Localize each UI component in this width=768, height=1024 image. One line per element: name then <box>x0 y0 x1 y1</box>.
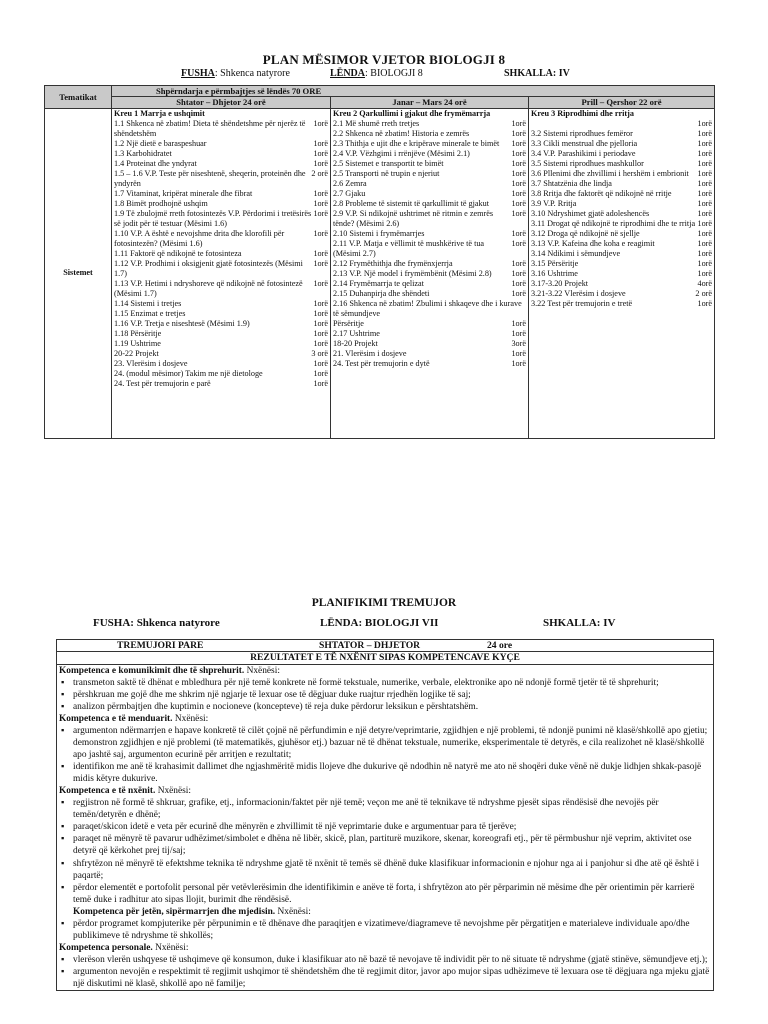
plan-entry-hours: 1orë <box>697 188 713 198</box>
plan-entry <box>531 199 712 209</box>
lenda-label: LËNDA <box>330 68 366 79</box>
plan-entry <box>114 359 328 369</box>
plan-entry-text: 1.14 Sistemi i tretjes <box>114 298 182 308</box>
competence-heading <box>59 785 711 797</box>
plan-entry <box>333 259 526 269</box>
plan-entry <box>531 169 712 179</box>
plan-entry-hours: 1orë <box>511 318 526 328</box>
plan-entry-hours: 1orë <box>697 158 713 168</box>
competence-item-text: paraqet/skicon idetë e veta për ecurinë dhe mënyrën e zhvillimit të një veprimtarie duke e argumentuar para të tjerëve; <box>73 822 517 833</box>
tremujori-hours: 24 ore <box>487 640 513 651</box>
plan-entry-text: Kreu 2 Qarkullimi i gjakut dhe frymëmarrja <box>333 108 491 118</box>
plan-entry-text: 2.5 Transporti në trupin e njeriut <box>333 168 440 178</box>
plan-entry-hours: 1orë <box>697 248 713 258</box>
plan-entry-text: 2.12 Frymëthithja dhe frymënxjerrja <box>333 258 453 268</box>
plan-entry-hours: 1orë <box>511 168 526 178</box>
plan-entry-text: 2.1 Më shumë rreth tretjes <box>333 118 420 128</box>
competence-heading <box>59 665 711 677</box>
plan-entry-text: Kreu 3 Riprodhimi dhe rritja <box>531 108 634 118</box>
plan-entry <box>114 119 328 139</box>
plan-entry <box>114 339 328 349</box>
competences-list <box>57 665 713 990</box>
plan-entry-hours: 1orë <box>697 128 713 138</box>
plan-entry-text: 23. Vlerësim i dosjeve <box>114 358 188 368</box>
plan-entry <box>531 289 712 299</box>
plan-entry-hours: 1orë <box>511 118 526 128</box>
period-header-3: Prill – Qershor 22 orë <box>529 97 715 108</box>
plan-entry-hours: 1orë <box>511 188 526 198</box>
plan-entry-hours: 1orë <box>313 378 328 388</box>
plan-entry <box>531 229 712 239</box>
lenda-field-2: LËNDA: BIOLOGJI VII <box>320 617 439 629</box>
plan-entry-hours: 1orë <box>313 148 328 158</box>
plan-entry-hours: 1orë <box>697 148 713 158</box>
plan-entry-hours: 1orë <box>511 228 526 238</box>
bullet-icon: ▪ <box>61 726 65 737</box>
plan-entry-hours: 1orë <box>511 358 526 368</box>
plan-entry-text: 3.2 Sistemi riprodhues femëror <box>531 128 633 138</box>
plan-entry <box>531 279 712 289</box>
plan-entry <box>531 149 712 159</box>
competence-subject: Nxënësi: <box>155 786 192 797</box>
plan-entry-text: 1.12 V.P. Prodhimi i oksigjenit gjatë fotosintezës (Mësimi 1.7) <box>114 258 303 278</box>
tematikat-header: Tematikat <box>45 86 112 109</box>
plan-entry-text: 3.10 Ndryshimet gjatë adoleshencës <box>531 208 650 218</box>
competence-item-text: vlerëson vlerën ushqyese të ushqimeve që konsumon, duke i klasifikuar ato në bazë të nevojave të individit për to në situate të ndryshme (gjatë stinëve, sëmundjeve etj.); <box>73 954 708 965</box>
plan-entry <box>333 329 526 339</box>
plan-entry-hours: 1orë <box>511 258 526 268</box>
plan-entry-hours: 1orë <box>511 348 526 358</box>
plan-entry-text: 3.12 Droga që ndikojnë në sjellje <box>531 228 640 238</box>
lenda-field <box>330 68 423 79</box>
plan-entry <box>531 119 712 129</box>
plan-entry-hours: 1orë <box>511 148 526 158</box>
plan-entry-hours: 1orë <box>313 138 328 148</box>
plan-entry-text: 2.16 Shkenca në zbatim! Zbulimi i shkaqeve dhe i kurave të sëmundjeve <box>333 298 522 318</box>
plan-entry <box>531 299 712 309</box>
plan-entry-text: 2.3 Thithja e ujit dhe e kripërave minerale te bimët <box>333 138 500 148</box>
competence-item <box>59 918 711 942</box>
plan-entry-hours: 1orë <box>697 298 713 308</box>
plan-entry-text: 1.10 V.P. A është e nevojshme drita dhe klorofili për fotosintezën? (Mësimi 1.6) <box>114 228 285 248</box>
plan-entry-hours: 1orë <box>511 128 526 138</box>
fusha-label: FUSHA <box>181 68 215 79</box>
plan-entry <box>333 339 526 349</box>
bullet-icon: ▪ <box>61 834 65 845</box>
plan-entry <box>531 249 712 259</box>
plan-entry <box>333 109 526 119</box>
plan-entry-text: 1.19 Ushtrime <box>114 338 161 348</box>
plan-entry <box>333 229 526 239</box>
plan-entry-hours: 1orë <box>313 188 328 198</box>
plan-entry-text: 1.8 Bimët prodhojnë ushqim <box>114 198 208 208</box>
competence-item-text: regjistron në formë të shkruar, grafike, etj., informacionin/faktet për një temë; veçon me anë të teknikave të ndryshme pjesët sipas rëndësisë dhe nevojës për temën/detyrën e dhënë; <box>73 798 659 821</box>
distribution-header: Shpërndarja e përmbajtjes së lëndës 70 ORE <box>112 86 715 97</box>
plan-entry <box>333 209 526 229</box>
plan-entry-hours: 1orë <box>697 258 713 268</box>
competence-item <box>59 701 711 713</box>
plan-entry-text: 20-22 Projekt <box>114 348 159 358</box>
plan-entry-hours: 1orë <box>697 238 713 248</box>
plan-entry-text: 1.3 Karbohidratet <box>114 148 172 158</box>
plan-entry-text: 2.11 V.P. Matja e vëllimit të mushkërive të tua (Mësimi 2.7) <box>333 238 485 258</box>
plan-entry-text: 3.13 V.P. Kafeina dhe koha e reagimit <box>531 238 655 248</box>
plan-entry-text: 2.4 V.P. Vëzhgimi i rrënjëve (Mësimi 2.1) <box>333 148 470 158</box>
plan-entry <box>333 189 526 199</box>
bullet-icon: ▪ <box>61 690 65 701</box>
competence-item <box>59 821 711 833</box>
plan-entry <box>114 199 328 209</box>
plan-entry-text: 1.4 Proteinat dhe yndyrat <box>114 158 197 168</box>
shkalla-field: SHKALLA: IV <box>504 68 570 79</box>
plan-entry-hours: 1orë <box>313 298 328 308</box>
plan-entry-text: 2.2 Shkenca në zbatim! Historia e zemrës <box>333 128 470 138</box>
plan-entry-hours: 1orë <box>697 168 713 178</box>
plan-entry <box>114 369 328 379</box>
plan-entry <box>114 169 328 189</box>
lenda-value: : BIOLOGJI 8 <box>365 68 423 79</box>
plan-entry-text: 2.8 Probleme të sistemit të qarkullimit të gjakut <box>333 198 489 208</box>
bullet-icon: ▪ <box>61 918 65 929</box>
plan-entry-hours: 1orë <box>313 308 328 318</box>
plan-entry-hours: 1orë <box>511 138 526 148</box>
plan-entry-hours: 1orë <box>511 288 526 298</box>
plan-entry <box>114 189 328 199</box>
plan-entry-text: 3.6 Pllenimi dhe zhvillimi i hershëm i embrionit <box>531 168 689 178</box>
bullet-icon: ▪ <box>61 702 65 713</box>
plan-entry-text: 1.5 – 1.6 V.P. Teste për niseshtenë, sheqerin, proteinën dhe yndyrën <box>114 168 306 188</box>
competence-subject: Nxënësi: <box>172 714 209 725</box>
plan-entry-hours: 1orë <box>313 118 328 128</box>
plan-entry-hours: 1orë <box>511 328 526 338</box>
plan-entry <box>531 109 712 119</box>
plan-entry-text: 24. Test për tremujorin e dytë <box>333 358 430 368</box>
plan-entry-hours: 1orë <box>511 178 526 188</box>
plan-entry <box>333 299 526 319</box>
bullet-icon: ▪ <box>61 966 65 977</box>
plan-entry-text: 3.4 V.P. Parashikimi i periodave <box>531 148 636 158</box>
plan-entry-text: 1.1 Shkenca në zbatim! Dieta të shëndetshme për njerëz të shëndetshëm <box>114 118 306 138</box>
bullet-icon: ▪ <box>61 762 65 773</box>
plan-entry <box>114 109 328 119</box>
competence-item <box>59 725 711 761</box>
plan-entry <box>114 139 328 149</box>
plan-entry <box>333 129 526 139</box>
plan-entry-text: 1.2 Një dietë e baraspeshuar <box>114 138 207 148</box>
competence-title: Kompetenca personale. <box>59 942 153 953</box>
plan-entry-text: 2.13 V.P. Një model i frymëmbënit (Mësimi 2.8) <box>333 268 492 278</box>
plan-entry-text: 1.13 V.P. Hetimi i ndryshoreve që ndikojnë në fotosintezë (Mësimi 1.7) <box>114 278 303 298</box>
competence-item-text: transmeton saktë të dhënat e mbledhura për një temë konkrete në formë tekstuale, numerike, verbale, elektronike apo në ndonjë formë tjetër të të shprehurit; <box>73 678 659 689</box>
fusha-value: : Shkenca natyrore <box>214 68 290 79</box>
plan-entry-text: 2.17 Ushtrime <box>333 328 380 338</box>
plan-entry-hours: 1orë <box>697 268 713 278</box>
plan-entry-hours: 1orë <box>697 218 713 228</box>
competence-title: Kompetenca e të menduarit. <box>59 714 173 725</box>
plan-entry-text: 3.17-3.20 Projekt <box>531 278 589 288</box>
plan-entry-hours: 3orë <box>511 338 526 348</box>
plan-entry <box>531 259 712 269</box>
annual-plan-title: PLAN MËSIMOR VJETOR BIOLOGJI 8 <box>262 52 506 67</box>
competence-item <box>59 833 711 857</box>
plan-entry <box>333 139 526 149</box>
row-label-sistemet: Sistemet <box>45 108 112 438</box>
competence-subject: Nxënësi: <box>275 906 311 917</box>
competence-title: Kompetenca e komunikimit dhe të shprehurit. <box>59 666 245 676</box>
competence-item <box>59 761 711 785</box>
plan-entry-text: 3.3 Cikli menstrual dhe pjelloria <box>531 138 638 148</box>
plan-entry <box>333 319 526 329</box>
competence-heading <box>59 713 711 725</box>
plan-entry-text: 2.6 Zemra <box>333 178 367 188</box>
plan-entry-text: 3.7 Shtatzënia dhe lindja <box>531 178 612 188</box>
plan-entry <box>114 209 328 229</box>
competence-item <box>59 797 711 821</box>
bullet-icon: ▪ <box>61 822 65 833</box>
quarterly-plan-box <box>56 639 714 991</box>
plan-entry <box>333 269 526 279</box>
competence-item-text: përshkruan me gojë dhe me shkrim një ngjarje të lexuar ose të dëgjuar duke ruajtur rrjedhën logjike të saj; <box>73 690 471 701</box>
competence-subject: Nxënësi: <box>152 942 189 953</box>
plan-entry-text: 21. Vlerësim i dosjeve <box>333 348 407 358</box>
plan-entry-hours: 1orë <box>511 208 526 218</box>
competence-title: Kompetenca e të nxënit. <box>59 786 156 797</box>
plan-entry-hours: 1orë <box>697 178 713 188</box>
plan-entry <box>114 149 328 159</box>
plan-entry-text: 2.9 V.P. Si ndikojnë ushtrimet në ritmin e zemrës tënde? (Mësimi 2.6) <box>333 208 494 228</box>
plan-entry-text: 18-20 Projekt <box>333 338 378 348</box>
plan-entry-hours: 1orë <box>697 208 713 218</box>
plan-entry-hours: 1orë <box>313 228 328 238</box>
competence-item <box>59 689 711 701</box>
plan-entry-text: 2.15 Duhanpirja dhe shëndeti <box>333 288 430 298</box>
plan-entry <box>333 349 526 359</box>
plan-entry-text: Kreu 1 Marrja e ushqimit <box>114 108 205 118</box>
plan-entry-text: 2.7 Gjaku <box>333 188 366 198</box>
fusha-field-2: FUSHA: Shkenca natyrore <box>93 617 220 629</box>
period-header-2: Janar – Mars 24 orë <box>331 97 529 108</box>
plan-entry-hours: 1orë <box>511 268 526 278</box>
plan-entry-text: 1.9 Të zbulojmë rreth fotosintezës V.P. Përdorimi i tretësirës së jodit për të testuar (Mësimi 1.6) <box>114 208 312 228</box>
plan-entry <box>531 269 712 279</box>
plan-entry-hours: 1orë <box>313 318 328 328</box>
competence-item <box>59 954 711 966</box>
plan-entry-hours: 1orë <box>697 138 713 148</box>
plan-entry-hours: 2 orë <box>311 168 328 178</box>
plan-entry-text: 1.11 Faktorë që ndikojnë te fotosinteza <box>114 248 242 258</box>
plan-entry-hours: 1orë <box>697 228 713 238</box>
plan-entry <box>114 309 328 319</box>
plan-entry-text: 24. Test për tremujorin e parë <box>114 378 211 388</box>
plan-entry <box>333 279 526 289</box>
plan-entry-hours: 1orë <box>313 278 328 288</box>
plan-entry-text: 3.8 Rritja dhe faktorët që ndikojnë në rritje <box>531 188 672 198</box>
plan-entry <box>531 129 712 139</box>
plan-entry-hours: 1orë <box>511 198 526 208</box>
plan-entry <box>114 279 328 299</box>
shkalla-field-2: SHKALLA: IV <box>543 617 616 629</box>
tremujori-period: SHTATOR – DHJETOR <box>319 640 421 651</box>
plan-entry <box>114 299 328 309</box>
plan-entry <box>333 179 526 189</box>
competence-item <box>59 966 711 990</box>
plan-entry-text: Përsëritje <box>333 318 364 328</box>
plan-entry <box>114 329 328 339</box>
bullet-icon: ▪ <box>61 678 65 689</box>
plan-entry-text: 3.14 Ndikimi i sëmundjeve <box>531 248 621 258</box>
plan-entry <box>114 379 328 389</box>
plan-entry <box>531 139 712 149</box>
competence-item-text: përdor elementët e portofolit personal për vetëvlerësimin dhe identifikimin e anëve të forta, i shfrytëzon ato për përparimin në mësime dhe për orientimin për karrierë temë duke i radhitur ato sipas llojit, burimit dhe rëndësisë. <box>73 882 695 905</box>
plan-entry-hours: 2 orë <box>695 288 713 298</box>
plan-entry-hours: 1orë <box>313 258 328 268</box>
plan-entry <box>333 199 526 209</box>
competence-item-text: paraqet në mënyrë të pavarur udhëzimet/simbolet e dhëna në libër, skicë, plan, partiturë muzikore, skenar, koreografi etj., për të përmbushur një veprim, aktivitet ose detyrë që kërkohet prej tij/saj; <box>73 834 692 857</box>
plan-entry-hours: 1orë <box>511 238 526 248</box>
plan-entry <box>333 359 526 369</box>
bullet-icon: ▪ <box>61 798 65 809</box>
plan-entry-text: 3.9 V.P. Rritja <box>531 198 577 208</box>
plan-entry <box>114 159 328 169</box>
plan-entry-hours: 1orë <box>313 368 328 378</box>
competence-item <box>59 858 711 882</box>
plan-entry-hours: 3 orë <box>311 348 328 358</box>
plan-entry-hours: 4orë <box>697 278 713 288</box>
plan-entry <box>531 189 712 199</box>
quarterly-plan-title: PLANIFIKIMI TREMUJOR <box>311 597 457 609</box>
annual-plan-table <box>44 85 715 439</box>
plan-entry-text: 24. (modul mësimor) Takim me një dietologe <box>114 368 263 378</box>
plan-column-2 <box>331 108 529 438</box>
plan-entry <box>333 119 526 129</box>
plan-entry-hours: 1orë <box>313 158 328 168</box>
bullet-icon: ▪ <box>61 882 65 893</box>
plan-entry-hours: 1orë <box>313 248 328 258</box>
competence-item <box>59 677 711 689</box>
competence-item-text: shfrytëzon në mënyrë të efektshme teknika të ndryshme gjatë të nxënit të temës së dhënë duke klasifikuar informacionin e njohur nga ai i panjohur si dhe atë që është i paqartë; <box>73 858 700 881</box>
period-header-1: Shtator – Dhjetor 24 orë <box>112 97 331 108</box>
plan-entry <box>114 349 328 359</box>
plan-entry-text: 2.14 Frymëmarrja te qelizat <box>333 278 424 288</box>
plan-entry-hours: 1orë <box>511 278 526 288</box>
plan-entry <box>114 249 328 259</box>
plan-entry-text: 1.7 Vitaminat, kripërat minerale dhe fibrat <box>114 188 253 198</box>
plan-entry <box>531 239 712 249</box>
competence-item-text: përdor programet kompjuterike për përpunimin e të dhënave dhe paraqitjen e vizatimeve/diagrameve të nevojshme për përgatitjen e materialeve individuale apo/dhe publikimeve të ndryshme të shkollës; <box>73 918 690 941</box>
results-title: REZULTATET E TË NXËNIT SIPAS KOMPETENCAVE KYÇE <box>57 652 713 665</box>
plan-entry <box>333 149 526 159</box>
plan-entry-hours: 1orë <box>313 198 328 208</box>
plan-entry-text: 1.15 Enzimat e tretjes <box>114 308 186 318</box>
plan-entry-hours: 1orë <box>511 158 526 168</box>
plan-entry-text: 3.16 Ushtrime <box>531 268 578 278</box>
plan-entry-text: 3.5 Sistemi riprodhues mashkullor <box>531 158 644 168</box>
plan-entry-text: 3.11 Drogat që ndikojnë te riprodhimi dhe te rritja <box>531 218 696 228</box>
plan-entry <box>114 229 328 249</box>
competence-item-text: analizon përmbajtjen dhe kuptimin e nocioneve (koncepteve) të reja duke përdorur leksikun e përshtatshëm. <box>73 702 479 713</box>
competence-heading <box>59 942 711 954</box>
plan-entry <box>333 289 526 299</box>
plan-entry <box>531 209 712 219</box>
plan-entry-hours: 1orë <box>697 198 713 208</box>
plan-column-1 <box>112 108 331 438</box>
plan-column-3 <box>529 108 715 438</box>
plan-entry <box>333 159 526 169</box>
plan-entry-text: 2.10 Sistemi i frymëmarrjes <box>333 228 425 238</box>
bullet-icon: ▪ <box>61 858 65 869</box>
plan-entry-text: 2.5 Sistemet e transportit te bimët <box>333 158 444 168</box>
bullet-icon: ▪ <box>61 954 65 965</box>
plan-entry <box>114 259 328 279</box>
plan-entry-text: 1.16 V.P. Tretja e niseshtesë (Mësimi 1.9) <box>114 318 250 328</box>
tremujori-header <box>57 640 713 652</box>
plan-entry-hours: 1orë <box>313 358 328 368</box>
plan-entry <box>114 319 328 329</box>
competence-heading <box>59 906 711 918</box>
plan-entry-text: 3.15 Përsëritje <box>531 258 579 268</box>
plan-entry <box>531 159 712 169</box>
plan-entry <box>333 239 526 259</box>
tremujori-label: TREMUJORI PARE <box>117 640 204 651</box>
plan-entry-text: 1.18 Përsëritje <box>114 328 162 338</box>
competence-subject: Nxënësi: <box>244 666 280 676</box>
competence-item-text: identifikon me anë të krahasimit dallimet dhe ngjashmëritë midis llojeve dhe dukurive që ndodhin në natyrë me ato në shoqëri duke vënë në dukje lidhjen shkak-pasojë midis këtyre dukurive. <box>73 762 702 785</box>
plan-entry <box>531 219 712 229</box>
plan-entry <box>531 179 712 189</box>
competence-item-text: argumenton ndërmarrjen e hapave konkretë të cilët çojnë në përfundimin e një detyre/veprimtarie, zgjidhjen e një problemi, të ndonjë punimi në klasë/shkollë apo gjetiu; demonstron zgjidhjen e një problemi (të matematikës, gjuhësor etj.) bazuar në të dhënat tekstuale, numerike, eksperimentale të detyrës, e cila realizohet në klasë/shkollë apo jashtë saj, argumenton ecurinë për arritjen e rezultatit; <box>73 726 708 761</box>
plan-entry-hours: 1orë <box>697 118 713 128</box>
fusha-field <box>181 68 290 79</box>
plan-entry-hours: 1orë <box>313 328 328 338</box>
competence-item <box>59 882 711 906</box>
plan-entry-hours: 1orë <box>313 338 328 348</box>
competence-title: Kompetenca për jetën, sipërmarrjen dhe mjedisin. <box>73 906 276 917</box>
plan-entry-hours: 1orë <box>313 208 328 218</box>
plan-entry-text <box>531 119 695 129</box>
plan-entry-text: 3.21-3.22 Vlerësim i dosjeve <box>531 288 626 298</box>
plan-entry-text: 3.22 Test për tremujorin e tretë <box>531 298 633 308</box>
plan-entry <box>333 169 526 179</box>
competence-item-text: argumenton nevojën e respektimit të regjimit ushqimor të shëndetshëm dhe të regjimit ditor, javor apo mujor sipas udhëzimeve të lexuara ose të dëgjuara nga mjeku gjatë një diskutimi në klasë, shkollë apo në familje; <box>73 966 710 989</box>
